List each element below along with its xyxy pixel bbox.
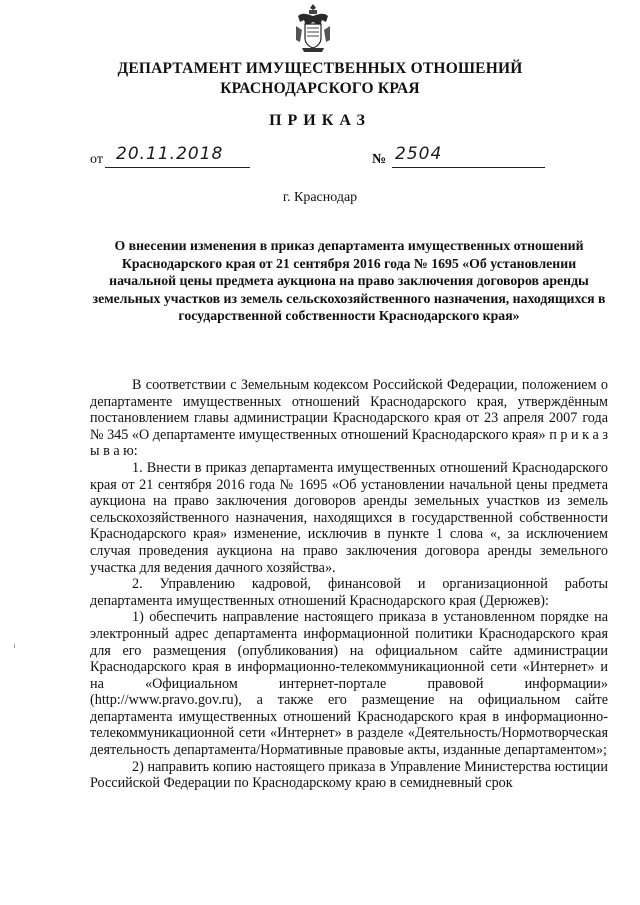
city-name: г. Краснодар — [282, 190, 358, 205]
order-body — [90, 377, 608, 792]
handwritten-date: 20.11.2018 — [116, 144, 224, 164]
preamble-paragraph: В соответствии с Земельным кодексом Российской Федерации, положением о департаменте имущественных отношений Краснодарского края, утверждённым постановлением главы администрации Краснодарского края от 23 апреля 2007 года № 345 «О департаменте имущественных отношений Краснодарского края» п р и к а з ы в а ю: — [90, 377, 609, 460]
coat-of-arms-emblem — [292, 2, 334, 54]
clause-2-paragraph: 2. Управлению кадровой, финансовой и организационной работы департамента имущественных отношений Краснодарского края (Дерюжев): — [90, 576, 608, 609]
clause-1-paragraph: 1. Внести в приказ департамента имущественных отношений Краснодарского края от 21 сентября 2016 года № 1695 «Об установлении начальной цены предмета аукциона на право заключения договоров аренды земельных участков из земель сельскохозяйственного назначения, находящихся в государственной собственности Краснодарского края» изменение, исключив в пункте 1 слова «, за исключением случая проведения аукциона на право заключения договора аренды земельного участка для ведения дачного хозяйства». — [90, 459, 608, 576]
order-subject: О внесении изменения в приказ департамента имущественных отношений Краснодарского края от 21 сентября 2016 года № 1695 «Об установлении начальной цены предмета аукциона на право заключения договоров аренды земельных участков из земель сельскохозяйственного назначения, находящихся в государственной собственности Краснодарского края» — [92, 238, 606, 323]
clause-2-2-paragraph: 2) направить копию настоящего приказа в Управление Министерства юстиции Российской Федерации по Краснодарскому краю в семидневный срок — [90, 758, 608, 792]
department-name-line1: ДЕПАРТАМЕНТ ИМУЩЕСТВЕННЫХ ОТНОШЕНИЙ — [117, 60, 523, 77]
number-underline — [392, 167, 545, 168]
department-name-line2: КРАСНОДАРСКОГО КРАЯ — [220, 80, 420, 97]
number-label: № — [372, 152, 387, 167]
handwritten-number: 2504 — [395, 144, 443, 164]
document-type-title: ПРИКАЗ — [269, 112, 371, 129]
date-underline — [105, 167, 250, 168]
clause-2-1-paragraph: 1) обеспечить направление настоящего приказа в установленном порядке на электронный адрес департамента информационной политики Краснодарского края для его размещения (опубликования) на официальном сайте администрации Краснодарского края в информационно-телекоммуникационной сети «Интернет» и на «Официальном интернет-портале правовой информации» (http://www.pravo.gov.ru), а также его размещение на официальном сайте департамента имущественных отношений Краснодарского края в информационно-телекоммуникационной сети «Интернет» в разделе «Деятельность/Нормотворческая деятельность департамента/Нормативные правовые акты, изданные департаментом»; — [90, 609, 608, 759]
margin-mark — [14, 644, 15, 648]
date-label: от — [90, 152, 103, 167]
